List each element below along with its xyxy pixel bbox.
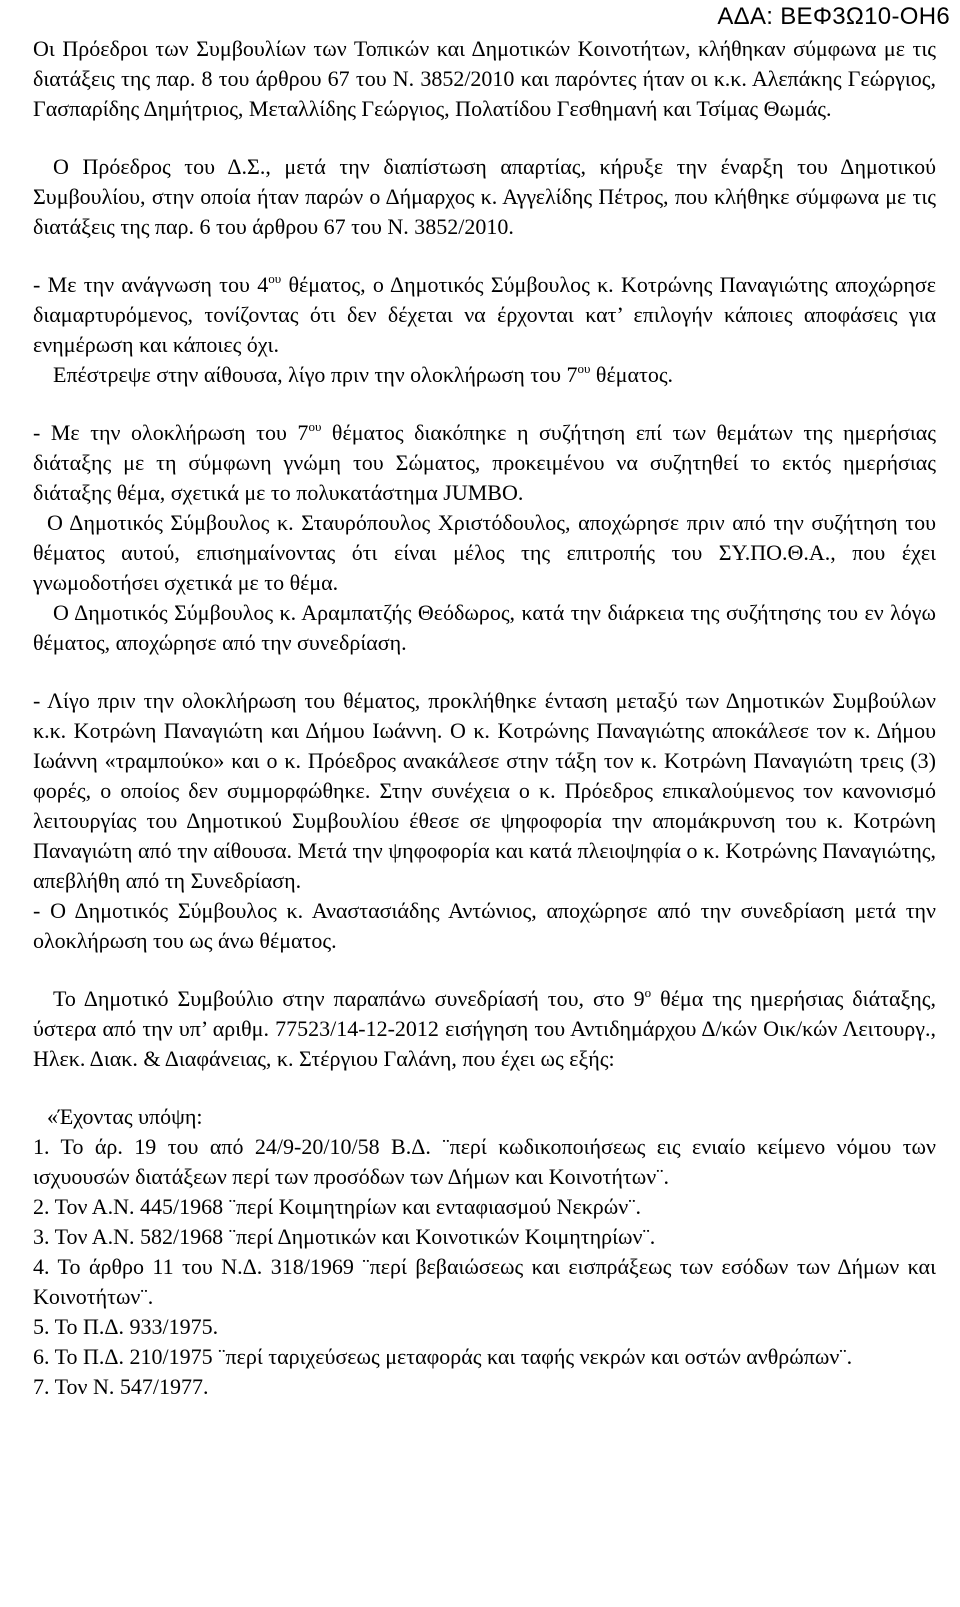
ordinal-suffix: ο: [644, 985, 652, 1000]
ordinal-suffix: ου: [308, 419, 322, 434]
paragraph-topic-7-start: - Με την ολοκλήρωση του 7: [33, 420, 309, 445]
list-item: 5. Το Π.Δ. 933/1975.: [33, 1314, 219, 1339]
paragraph-opening: Ο Πρόεδρος του Δ.Σ., μετά την διαπίστωση απαρτίας, κήρυξε την έναρξη του Δημοτικού Συμβουλίου, στην οποία ήταν παρών ο Δήμαρχος κ. Αγγελίδης Πέτρος, που κλήθηκε σύμφωνα με τις διατάξεις της παρ. 6 του άρθρου 67 του Ν. 3852/2010.: [33, 154, 936, 239]
paragraph-topic-4-start: - Με την ανάγνωση του 4: [33, 272, 269, 297]
paragraph-council-start: Το Δημοτικό Συμβούλιο στην παραπάνω συνεδρίασή του, στο 9: [53, 986, 645, 1011]
list-item: 7. Τον Ν. 547/1977.: [33, 1374, 209, 1399]
ada-code: ΑΔΑ: ΒΕΦ3Ω10-ΟΗ6: [717, 3, 950, 30]
paragraph-returned-rest: θέματος.: [590, 362, 674, 387]
list-item: 1. Το άρ. 19 του από 24/9-20/10/58 Β.Δ. ¨περί κωδικοποιήσεως εις ενιαίο κείμενο νόμου των ισχυουσών διατάξεων περί των προσόδων των Δήμων και Κοινοτήτων¨.: [33, 1134, 936, 1189]
paragraph-returned-start: Επέστρεψε στην αίθουσα, λίγο πριν την ολοκλήρωση του 7: [53, 362, 578, 387]
list-item: 2. Τον Α.Ν. 445/1968 ¨περί Κοιμητηρίων και ενταφιασμού Νεκρών¨.: [33, 1194, 642, 1219]
list-item: 6. Το Π.Δ. 210/1975 ¨περί ταριχεύσεως μεταφοράς και ταφής νεκρών και οστών ανθρώπων¨.: [33, 1344, 853, 1369]
paragraph-considering: «Έχοντας υπόψη:: [47, 1104, 203, 1129]
ordinal-suffix: ου: [577, 361, 591, 376]
document-body: [33, 34, 936, 1402]
paragraph-stavropoulos: Ο Δημοτικός Σύμβουλος κ. Σταυρόπουλος Χριστόδουλος, αποχώρησε πριν από την συζήτηση του θέματος αυτού, επισημαίνοντας ότι είναι μέλος της επιτροπής του ΣΥ.ΠΟ.Θ.Α., που έχει γνωμοδοτήσει σχετικά με το θέμα.: [33, 510, 936, 595]
list-item: 4. Το άρθρο 11 του Ν.Δ. 318/1969 ¨περί βεβαιώσεως και εισπράξεως των εσόδων των Δήμων και Κοινοτήτων¨.: [33, 1254, 936, 1309]
ordinal-suffix: ου: [268, 271, 282, 286]
paragraph-presidents: Οι Πρόεδροι των Συμβουλίων των Τοπικών και Δημοτικών Κοινοτήτων, κλήθηκαν σύμφωνα με τις διατάξεις της παρ. 8 του άρθρου 67 του Ν. 3852/2010 και παρόντες ήταν οι κ.κ. Αλεπάκης Γεώργιος, Γασπαρίδης Δημήτριος, Μεταλλίδης Γεώργιος, Πολατίδου Γεσθημανή και Τσίμας Θωμάς.: [33, 36, 936, 121]
paragraph-arampatzis: Ο Δημοτικός Σύμβουλος κ. Αραμπατζής Θεόδωρος, κατά την διάρκεια της συζήτησης του εν λόγω θέματος, αποχώρησε από την συνεδρίαση.: [33, 600, 936, 655]
paragraph-council-rest: θέμα της ημερήσιας διάταξης, ύστερα από την υπ’ αριθμ. 77523/14-12-2012 εισήγηση του Αντιδημάρχου Δ/κών Οικ/κών Λειτουργ., Ηλεκ. Διακ. & Διαφάνειας, κ. Στέργιου Γαλάνη, που έχει ως εξής:: [33, 986, 937, 1071]
paragraph-topic-7: [33, 418, 936, 508]
paragraph-anastasiadis: - Ο Δημοτικός Σύμβουλος κ. Αναστασιάδης Αντώνιος, αποχώρησε από την συνεδρίαση μετά την ολοκλήρωση του ως άνω θέματος.: [33, 898, 936, 953]
paragraph-returned: [33, 360, 936, 390]
paragraph-council-decision: [33, 984, 936, 1074]
paragraph-topic-4: [33, 270, 936, 360]
paragraph-topic-7-rest: θέματος διακόπηκε η συζήτηση επί των θεμάτων της ημερήσιας διάταξης με τη σύμφωνη γνώμη του Σώματος, προκειμένου να συζητηθεί το εκτός ημερήσιας διάταξης θέμα, σχετικά με το πολυκατάστημα JUMBO.: [33, 420, 936, 505]
legal-basis-list: [33, 1132, 936, 1402]
paragraph-topic-4-rest: θέματος, ο Δημοτικός Σύμβουλος κ. Κοτρώνης Παναγιώτης αποχώρησε διαμαρτυρόμενος, τονίζοντας ότι δεν δέχεται να έρχονται κατ’ επιλογήν κάποιες αποφάσεις για ενημέρωση και κάποιες όχι.: [33, 272, 936, 357]
paragraph-tension: - Λίγο πριν την ολοκλήρωση του θέματος, προκλήθηκε ένταση μεταξύ των Δημοτικών Συμβούλων κ.κ. Κοτρώνη Παναγιώτη και Δήμου Ιωάννη. Ο κ. Κοτρώνης Παναγιώτης αποκάλεσε τον κ. Δήμου Ιωάννη «τραμπούκο» και ο κ. Πρόεδρος ανακάλεσε στην τάξη τον κ. Κοτρώνη Παναγιώτη τρεις (3) φορές, ο οποίος δεν συμμορφώθηκε. Στην συνέχεια ο κ. Πρόεδρος επικαλούμενος τον κανονισμό λειτουργίας του Δημοτικού Συμβουλίου έθεσε σε ψηφοφορία την απομάκρυνση του κ. Κοτρώνη Παναγιώτη από την αίθουσα. Μετά την ψηφοφορία και κατά πλειοψηφία ο κ. Κοτρώνης Παναγιώτης, απεβλήθη από τη Συνεδρίαση.: [33, 688, 936, 893]
list-item: 3. Τον Α.Ν. 582/1968 ¨περί Δημοτικών και Κοινοτικών Κοιμητηρίων¨.: [33, 1224, 656, 1249]
